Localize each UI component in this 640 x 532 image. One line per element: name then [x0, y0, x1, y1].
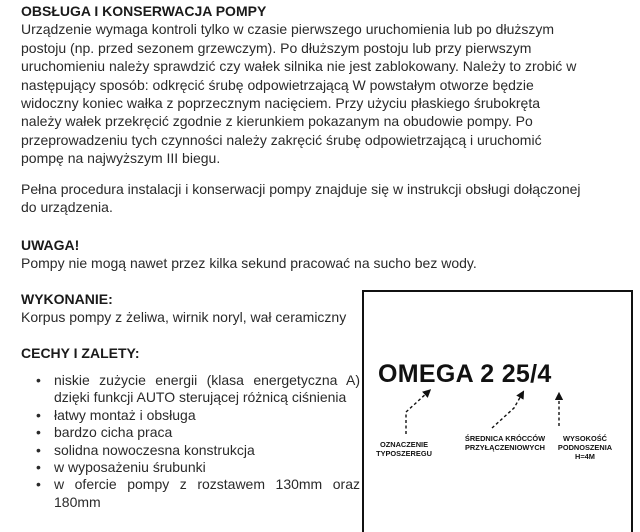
features-title: CECHY I ZALETY: — [21, 345, 140, 361]
warning-section — [21, 236, 631, 273]
feature-item: • w ofercie pompy z rozstawem 130mm oraz 180mm — [34, 476, 360, 511]
label-connection-diameter: ŚREDNICA KRÓCCÓW PRZYŁĄCZENIOWYCH — [464, 434, 546, 452]
full-procedure-line: do urządzenia. — [21, 199, 113, 216]
arrow-diameter — [492, 394, 522, 428]
intro-line: widoczny koniec wałka z poprzecznym nacięciem. Przy użyciu płaskiego śrubokręta — [21, 95, 540, 112]
intro-title: OBSŁUGA I KONSERWACJA POMPY — [21, 3, 267, 19]
construction-text: Korpus pompy z żeliwa, wirnik noryl, wał ceramiczny — [21, 309, 347, 326]
feature-item: • niskie zużycie energii (klasa energetyczna A) dzięki funkcji AUTO sterującej różnicą ciśnienia — [34, 372, 360, 407]
intro-line: przeprowadzeniu tych czynności należy zakręcić śrubę odpowietrzającą i uruchomić — [21, 131, 542, 148]
intro-line: uruchomieniu należy sprawdzić czy wałek silnika nie jest zablokowany. Należy to zrobić w — [21, 58, 577, 75]
feature-item: • w wyposażeniu śrubunki — [34, 459, 360, 476]
feature-item: • solidna nowoczesna konstrukcja — [34, 442, 360, 459]
label-series-designation: OZNACZENIE TYPOSZEREGU — [376, 440, 432, 458]
model-designation-diagram — [362, 290, 633, 532]
intro-line: postoju (np. przed sezonem grzewczym). Po dłuższym postoju lub przy pierwszym — [21, 39, 532, 56]
diagram-arrows — [364, 292, 635, 532]
model-name: OMEGA 2 25/4 — [378, 360, 552, 388]
construction-title: WYKONANIE: — [21, 291, 113, 307]
intro-line: pompę na najwyższym III biegu. — [21, 150, 221, 167]
full-procedure-paragraph — [21, 180, 631, 217]
intro-line: następujący sposób: odkręcić śrubę odpowietrzającą W powstałym otworze będzie — [21, 76, 534, 93]
label-lifting-height: WYSOKOŚĆ PODNOSZENIA H=4M — [557, 434, 613, 461]
features-list — [34, 372, 360, 511]
warning-text: Pompy nie mogą nawet przez kilka sekund pracować na sucho bez wody. — [21, 255, 477, 272]
warning-title: UWAGA! — [21, 237, 80, 253]
arrow-type — [406, 392, 428, 434]
intro-line: Urządzenie wymaga kontroli tylko w czasie pierwszego uruchomienia lub po dłuższym — [21, 21, 555, 38]
full-procedure-line: Pełna procedura instalacji i konserwacji pompy znajduje się w instrukcji obsługi dołączonej — [21, 181, 581, 197]
feature-item: • łatwy montaż i obsługa — [34, 407, 360, 424]
intro-line: należy wałek przekręcić zgodnie z kierunkiem pokazanym na obudowie pompy. Po — [21, 113, 533, 130]
feature-item: • bardzo cicha praca — [34, 424, 360, 441]
features-section — [21, 344, 351, 362]
intro-section — [21, 2, 631, 168]
